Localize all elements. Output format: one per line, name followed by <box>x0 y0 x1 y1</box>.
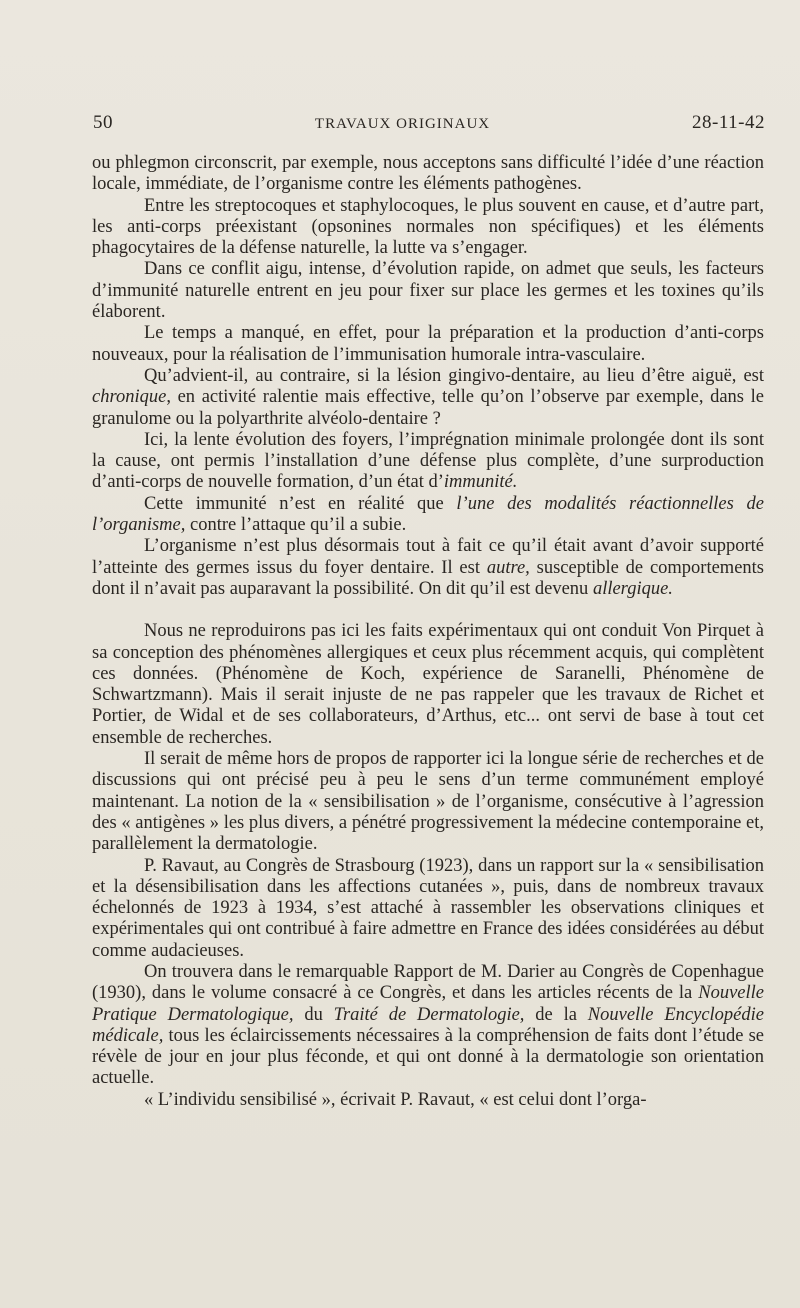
paragraph <box>92 749 764 855</box>
text-run: Ici, la lente évolution des foyers, l’imprégnation minimale prolongée dont ils sont la cause, ont permis l’installation d’une défense plus complète, d’une surproduction d’anti-corps de nouvelle formation, d’un état d’ <box>92 429 764 493</box>
italic-text: autre, <box>486 557 530 578</box>
text-run: ou phlegmon circonscrit, par exemple, nous acceptons sans difficulté l’idée d’une réaction locale, immédiate, de l’organisme contre les éléments pathogènes. <box>92 153 764 195</box>
italic-text: Nouvelle Encyclopédie médicale, <box>92 1004 764 1046</box>
text-run: On trouvera dans le remarquable Rapport de M. Darier au Congrès de Copenhague (1930), dans le volume consacré à ce Congrès, et dans les articles récents de la <box>92 961 764 1004</box>
paragraph <box>92 1090 764 1111</box>
text-run: P. Ravaut, au Congrès de Strasbourg (1923), dans un rapport sur la « sensibilisation et la désensibilisation dans les affections cutanées », puis, dans de nombreux travaux échelonnés de 1923 à 1934, s’est attaché à rassembler les observations cliniques et expérimentales qui ont contribué à faire admettre en France des idées considérées au début comme audacieuses. <box>92 855 764 961</box>
text-run: du <box>293 1004 334 1025</box>
italic-text: Nouvelle Pratique Dermatologique, <box>92 983 764 1025</box>
text-run: contre l’attaque qu’il a subie. <box>185 515 407 536</box>
body-text <box>92 153 764 1111</box>
italic-text: Traité de Dermatologie, <box>333 1004 525 1025</box>
paragraph <box>92 962 764 1090</box>
text-run: Entre les streptocoques et staphylocoques, le plus souvent en cause, et d’autre part, les anti-corps préexistant (opsonines normales non spécifiques) et les éléments phagocytaires de la défense naturelle, la lutte va s’engager. <box>92 195 764 259</box>
text-run: , en activité ralentie mais effective, telle qu’on l’observe par exemple, dans le granulome ou la polyarthrite alvéolo-dentaire ? <box>92 387 764 429</box>
text-run: « L’individu sensibilisé », écrivait P. Ravaut, « est celui dont l’orga- <box>144 1089 647 1110</box>
text-run: Dans ce conflit aigu, intense, d’évolution rapide, on admet que seuls, les facteurs d’immunité naturelle entrent en jeu pour fixer sur place les germes et les toxines qu’ils élaborent. <box>92 259 764 323</box>
italic-text: chronique <box>92 387 167 408</box>
paragraph <box>92 323 764 366</box>
text-run: tous les éclaircissements nécessaires à la compréhension de faits dont l’étude se révèle de jour en jour plus féconde, et qui ont donné à la dermatologie son orientation actuelle. <box>92 1025 764 1089</box>
paragraph <box>92 621 764 749</box>
page-number: 50 <box>93 112 113 133</box>
running-title: TRAVAUX ORIGINAUX <box>314 116 491 132</box>
text-run: Cette immunité n’est en réalité que <box>144 493 457 514</box>
paragraph <box>92 494 764 537</box>
text-run: L’organisme n’est plus désormais tout à fait ce qu’il était avant d’avoir supporté l’atteinte des germes issus du foyer dentaire. Il est <box>92 536 764 578</box>
paragraph <box>92 196 764 260</box>
paragraph <box>92 430 764 494</box>
italic-text: allergique. <box>592 578 673 599</box>
text-run: Il serait de même hors de propos de rapporter ici la longue série de recherches et de discussions qui ont précisé peu à peu le sens d’un terme communément employé maintenant. La notion de la « sensibilisation » de l’organisme, consécutive à l’agression des « antigènes » les plus divers, a pénétré progressivement la médecine contemporaine et, parallèlement la dermatologie. <box>92 749 764 855</box>
text-run: de la <box>524 1004 588 1025</box>
paragraph <box>92 366 764 430</box>
text-run: susceptible de comportements dont il n’avait pas auparavant la possibilité. On dit qu’il est devenu <box>92 557 764 599</box>
text-run: Qu’advient-il, au contraire, si la lésion gingivo-dentaire, au lieu d’être aiguë, est <box>144 365 764 386</box>
text-run: Le temps a manqué, en effet, pour la préparation et la production d’anti-corps nouveaux, pour la réalisation de l’immunisation humorale intra-vasculaire. <box>92 323 764 365</box>
paragraph <box>92 536 764 600</box>
paragraph <box>92 153 764 196</box>
paragraph <box>92 856 764 962</box>
text-run: Nous ne reproduirons pas ici les faits expérimentaux qui ont conduit Von Pirquet à sa conception des phénomènes allergiques et ceux plus récemment acquis, qui complètent ces données. (Phénomène de Koch, expérience de Saranelli, Phénomène de Schwartzmann). Mais il serait injuste de ne pas rappeler que les travaux de Richet et Portier, de Widal et de ses collaborateurs, d’Arthus, etc... ont servi de base à tout cet ensemble de recherches. <box>92 621 764 748</box>
issue-date: 28-11-42 <box>692 112 765 133</box>
italic-text: immunité. <box>443 472 518 493</box>
running-header <box>93 112 765 134</box>
italic-text: l’une des modalités réactionnelles de l’organisme, <box>92 493 764 536</box>
paragraph <box>92 259 764 323</box>
